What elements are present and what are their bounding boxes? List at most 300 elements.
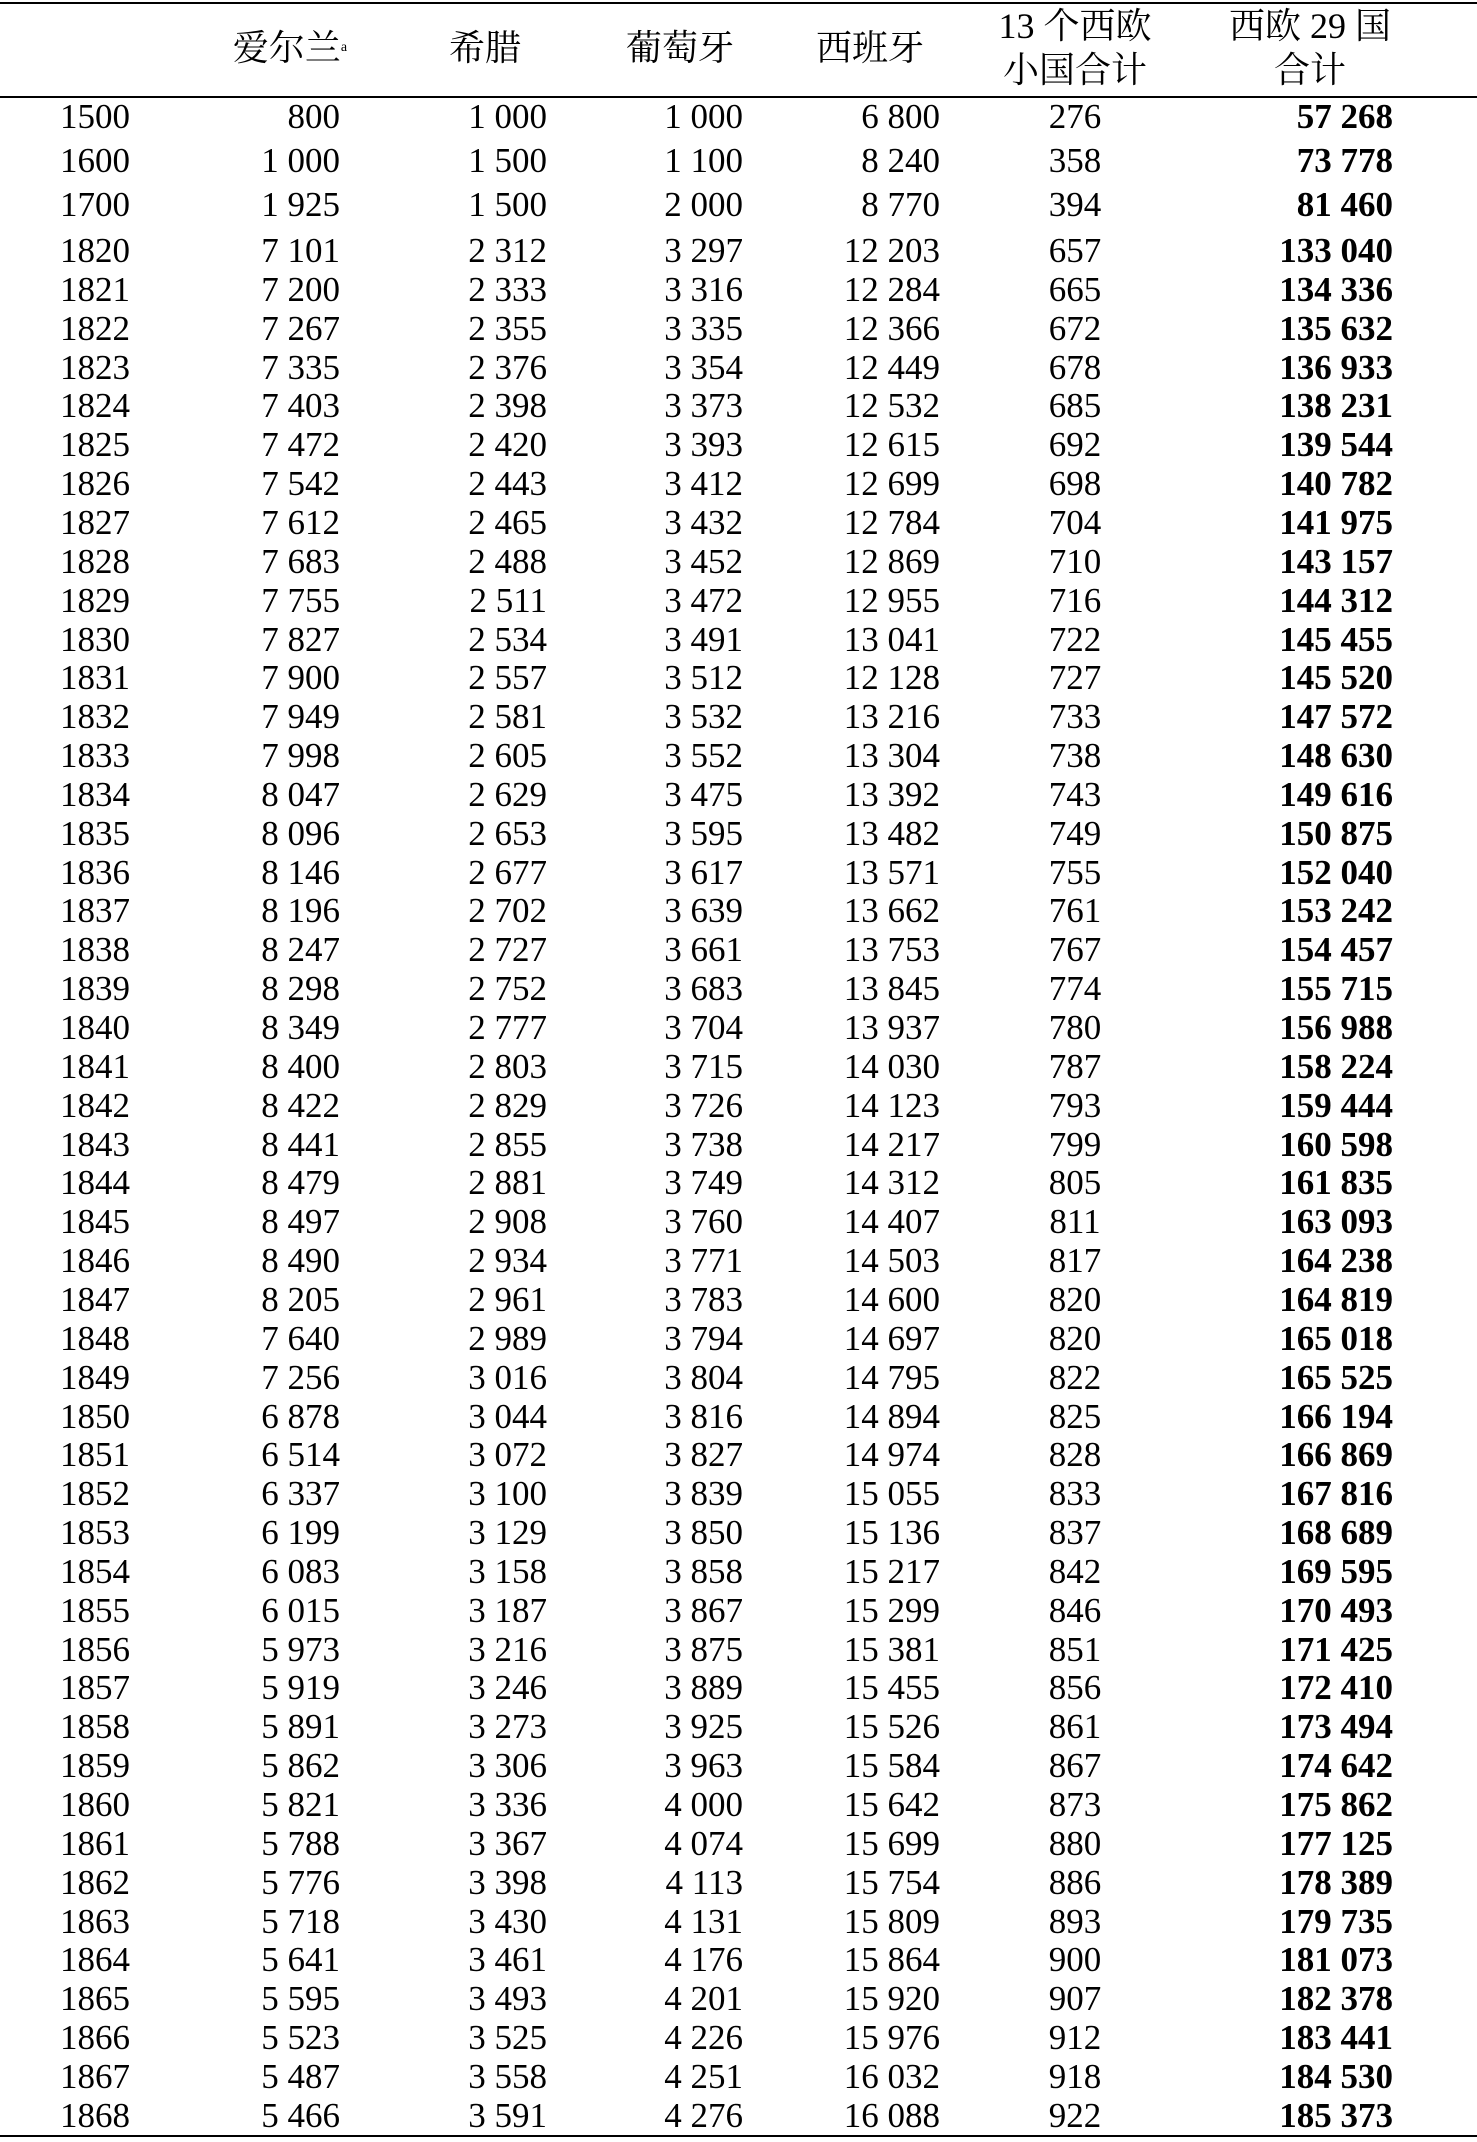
portugal-cell: 3 760 (664, 1202, 743, 1242)
portugal-cell: 3 683 (664, 969, 743, 1009)
year-cell: 1851 (60, 1435, 130, 1475)
total29-cell: 174 642 (1279, 1746, 1393, 1786)
ireland-cell: 8 479 (261, 1163, 340, 1203)
table-row (0, 931, 1477, 969)
total29-cell: 170 493 (1279, 1590, 1393, 1630)
total29-cell: 135 632 (1279, 308, 1393, 348)
ireland-cell: 5 487 (261, 2056, 340, 2096)
greece-cell: 3 016 (468, 1357, 547, 1397)
portugal-cell: 3 452 (664, 541, 743, 581)
year-cell: 1862 (60, 1862, 130, 1902)
small13-cell: 912 (1048, 2018, 1102, 2058)
ireland-cell: 8 247 (261, 930, 340, 970)
year-cell: 1856 (60, 1629, 130, 1669)
greece-cell: 3 367 (468, 1823, 547, 1863)
portugal-cell: 3 412 (664, 464, 743, 504)
total29-cell: 173 494 (1279, 1707, 1393, 1747)
table-row (0, 1436, 1477, 1474)
spain-cell: 13 845 (843, 969, 940, 1009)
small13-cell: 867 (1048, 1746, 1102, 1786)
year-cell: 1846 (60, 1241, 130, 1281)
greece-cell: 2 934 (468, 1241, 547, 1281)
small13-cell: 657 (1048, 231, 1102, 270)
header-29-total-line2: 合计 (1273, 50, 1346, 90)
header-greece-label: 希腊 (448, 28, 521, 68)
portugal-cell: 2 000 (664, 185, 743, 224)
portugal-cell: 3 552 (664, 736, 743, 776)
portugal-cell: 3 335 (664, 308, 743, 348)
table-row (0, 1048, 1477, 1086)
spain-cell: 12 869 (843, 541, 940, 581)
spain-cell: 13 216 (843, 697, 940, 737)
greece-cell: 2 534 (468, 619, 547, 659)
total29-cell: 160 598 (1279, 1124, 1393, 1164)
ireland-cell: 8 047 (261, 774, 340, 814)
year-cell: 1857 (60, 1668, 130, 1708)
portugal-cell: 3 595 (664, 813, 743, 853)
small13-cell: 743 (1048, 774, 1102, 814)
greece-cell: 2 829 (468, 1085, 547, 1125)
table-row (0, 349, 1477, 387)
small13-cell: 880 (1048, 1823, 1102, 1863)
greece-cell: 3 100 (468, 1474, 547, 1514)
year-cell: 1866 (60, 2018, 130, 2058)
greece-cell: 3 306 (468, 1746, 547, 1786)
portugal-cell: 3 804 (664, 1357, 743, 1397)
year-cell: 1834 (60, 774, 130, 814)
ireland-cell: 7 472 (261, 425, 340, 465)
year-cell: 1828 (60, 541, 130, 581)
greece-cell: 2 557 (468, 658, 547, 698)
ireland-cell: 8 196 (261, 891, 340, 931)
total29-cell: 148 630 (1279, 736, 1393, 776)
portugal-cell: 3 726 (664, 1085, 743, 1125)
portugal-cell: 1 000 (664, 97, 743, 136)
greece-cell: 3 129 (468, 1513, 547, 1553)
spain-cell: 13 937 (843, 1008, 940, 1047)
table-row (0, 98, 1477, 136)
table-row (0, 815, 1477, 853)
greece-cell: 2 605 (468, 736, 547, 776)
ireland-cell: 7 403 (261, 386, 340, 426)
portugal-cell: 3 661 (664, 930, 743, 970)
portugal-cell: 3 816 (664, 1396, 743, 1436)
table-row (0, 1126, 1477, 1164)
portugal-cell: 3 475 (664, 774, 743, 814)
spain-cell: 13 662 (843, 891, 940, 931)
spain-cell: 13 571 (843, 852, 940, 892)
year-cell: 1841 (60, 1046, 130, 1086)
greece-cell: 2 777 (468, 1008, 547, 1047)
greece-cell: 2 465 (468, 502, 547, 542)
portugal-cell: 4 226 (664, 2018, 743, 2058)
spain-cell: 14 407 (843, 1202, 940, 1242)
ireland-cell: 5 919 (261, 1668, 340, 1708)
ireland-cell: 8 205 (261, 1279, 340, 1319)
ireland-cell: 8 490 (261, 1241, 340, 1281)
total29-cell: 138 231 (1279, 386, 1393, 426)
ireland-cell: 5 718 (261, 1901, 340, 1941)
spain-cell: 15 299 (843, 1590, 940, 1630)
table-row (0, 186, 1477, 224)
total29-cell: 169 595 (1279, 1551, 1393, 1591)
ireland-cell: 5 595 (261, 1979, 340, 2019)
greece-cell: 3 525 (468, 2018, 547, 2058)
table-row (0, 737, 1477, 775)
small13-cell: 846 (1048, 1590, 1102, 1630)
small13-cell: 793 (1048, 1085, 1102, 1125)
ireland-cell: 6 199 (261, 1513, 340, 1553)
ireland-cell: 5 821 (261, 1785, 340, 1824)
table-row (0, 2019, 1477, 2057)
small13-cell: 665 (1048, 269, 1102, 309)
spain-cell: 14 503 (843, 1241, 940, 1281)
portugal-cell: 3 617 (664, 852, 743, 892)
year-cell: 1858 (60, 1707, 130, 1747)
greece-cell: 2 488 (468, 541, 547, 581)
table-row (0, 1747, 1477, 1785)
small13-cell: 825 (1048, 1396, 1102, 1436)
ireland-cell: 8 497 (261, 1202, 340, 1242)
total29-cell: 154 457 (1279, 930, 1393, 970)
year-cell: 1868 (60, 2095, 130, 2135)
total29-cell: 153 242 (1279, 891, 1393, 931)
total29-cell: 181 073 (1279, 1940, 1393, 1980)
portugal-cell: 4 000 (664, 1785, 743, 1824)
ireland-cell: 7 827 (261, 619, 340, 659)
year-cell: 1867 (60, 2056, 130, 2096)
greece-cell: 3 591 (468, 2095, 547, 2135)
greece-cell: 3 461 (468, 1940, 547, 1980)
portugal-cell: 3 850 (664, 1513, 743, 1553)
table-row (0, 659, 1477, 697)
small13-cell: 761 (1048, 891, 1102, 931)
ireland-cell: 7 900 (261, 658, 340, 698)
total29-cell: 141 975 (1279, 502, 1393, 542)
ireland-cell: 5 891 (261, 1707, 340, 1747)
greece-cell: 2 312 (468, 231, 547, 270)
total29-cell: 144 312 (1279, 580, 1393, 620)
total29-cell: 57 268 (1296, 97, 1393, 136)
total29-cell: 165 018 (1279, 1318, 1393, 1358)
table-row (0, 1514, 1477, 1552)
table-row (0, 142, 1477, 180)
header-ireland-footnote-marker: a (340, 40, 348, 55)
table-row (0, 1009, 1477, 1047)
greece-cell: 3 558 (468, 2056, 547, 2096)
greece-cell: 3 072 (468, 1435, 547, 1475)
spain-cell: 8 770 (861, 185, 940, 224)
total29-cell: 175 862 (1279, 1785, 1393, 1824)
small13-cell: 704 (1048, 502, 1102, 542)
small13-cell: 727 (1048, 658, 1102, 698)
portugal-cell: 3 925 (664, 1707, 743, 1747)
total29-cell: 81 460 (1296, 185, 1393, 224)
year-cell: 1500 (60, 97, 130, 136)
year-cell: 1855 (60, 1590, 130, 1630)
table-row (0, 698, 1477, 736)
greece-cell: 2 881 (468, 1163, 547, 1203)
total29-cell: 143 157 (1279, 541, 1393, 581)
small13-cell: 799 (1048, 1124, 1102, 1164)
year-cell: 1859 (60, 1746, 130, 1786)
year-cell: 1863 (60, 1901, 130, 1941)
total29-cell: 152 040 (1279, 852, 1393, 892)
table-row (0, 1708, 1477, 1746)
table-row (0, 1164, 1477, 1202)
portugal-cell: 3 771 (664, 1241, 743, 1281)
header-ireland (200, 0, 380, 96)
table-row (0, 854, 1477, 892)
small13-cell: 716 (1048, 580, 1102, 620)
small13-cell: 886 (1048, 1862, 1102, 1902)
total29-cell: 73 778 (1296, 141, 1393, 180)
portugal-cell: 3 432 (664, 502, 743, 542)
spain-cell: 13 392 (843, 774, 940, 814)
spain-cell: 15 699 (843, 1823, 940, 1863)
ireland-cell: 6 015 (261, 1590, 340, 1630)
ireland-cell: 6 878 (261, 1396, 340, 1436)
greece-cell: 3 187 (468, 1590, 547, 1630)
greece-cell: 2 581 (468, 697, 547, 737)
ireland-cell: 1 000 (261, 141, 340, 180)
ireland-cell: 8 441 (261, 1124, 340, 1164)
total29-cell: 134 336 (1279, 269, 1393, 309)
small13-cell: 780 (1048, 1008, 1102, 1047)
ireland-cell: 8 400 (261, 1046, 340, 1086)
year-cell: 1842 (60, 1085, 130, 1125)
greece-cell: 3 493 (468, 1979, 547, 2019)
year-cell: 1850 (60, 1396, 130, 1436)
table-row (0, 970, 1477, 1008)
small13-cell: 672 (1048, 308, 1102, 348)
year-cell: 1600 (60, 141, 130, 180)
ireland-cell: 7 612 (261, 502, 340, 542)
portugal-cell: 3 827 (664, 1435, 743, 1475)
header-13-small-countries (975, 0, 1175, 96)
portugal-cell: 3 316 (664, 269, 743, 309)
spain-cell: 12 955 (843, 580, 940, 620)
year-cell: 1826 (60, 464, 130, 504)
ireland-cell: 8 096 (261, 813, 340, 853)
portugal-cell: 3 749 (664, 1163, 743, 1203)
greece-cell: 2 398 (468, 386, 547, 426)
ireland-cell: 7 683 (261, 541, 340, 581)
year-cell: 1848 (60, 1318, 130, 1358)
greece-cell: 2 653 (468, 813, 547, 853)
ireland-cell: 800 (287, 97, 340, 136)
ireland-cell: 7 200 (261, 269, 340, 309)
year-cell: 1838 (60, 930, 130, 970)
year-cell: 1864 (60, 1940, 130, 1980)
ireland-cell: 6 337 (261, 1474, 340, 1514)
ireland-cell: 7 256 (261, 1357, 340, 1397)
table-row (0, 504, 1477, 542)
total29-cell: 147 572 (1279, 697, 1393, 737)
total29-cell: 179 735 (1279, 1901, 1393, 1941)
table-row (0, 1475, 1477, 1513)
table-row (0, 1242, 1477, 1280)
year-cell: 1835 (60, 813, 130, 853)
total29-cell: 172 410 (1279, 1668, 1393, 1708)
ireland-cell: 1 925 (261, 185, 340, 224)
spain-cell: 14 600 (843, 1279, 940, 1319)
year-cell: 1700 (60, 185, 130, 224)
year-cell: 1839 (60, 969, 130, 1009)
total29-cell: 166 869 (1279, 1435, 1393, 1475)
total29-cell: 150 875 (1279, 813, 1393, 853)
portugal-cell: 3 715 (664, 1046, 743, 1086)
ireland-cell: 5 788 (261, 1823, 340, 1863)
spain-cell: 15 864 (843, 1940, 940, 1980)
spain-cell: 15 976 (843, 2018, 940, 2058)
portugal-cell: 4 176 (664, 1940, 743, 1980)
total29-cell: 184 530 (1279, 2056, 1393, 2096)
header-portugal-label: 葡萄牙 (625, 28, 734, 68)
greece-cell: 1 000 (468, 97, 547, 136)
greece-cell: 2 677 (468, 852, 547, 892)
greece-cell: 3 216 (468, 1629, 547, 1669)
table-row (0, 2097, 1477, 2135)
year-cell: 1852 (60, 1474, 130, 1514)
total29-cell: 155 715 (1279, 969, 1393, 1009)
table-row (0, 1359, 1477, 1397)
spain-cell: 13 041 (843, 619, 940, 659)
year-cell: 1849 (60, 1357, 130, 1397)
total29-cell: 167 816 (1279, 1474, 1393, 1514)
total29-cell: 165 525 (1279, 1357, 1393, 1397)
table-row (0, 465, 1477, 503)
spain-cell: 15 055 (843, 1474, 940, 1514)
table-row (0, 1669, 1477, 1707)
portugal-cell: 3 889 (664, 1668, 743, 1708)
spain-cell: 12 366 (843, 308, 940, 348)
year-cell: 1829 (60, 580, 130, 620)
small13-cell: 822 (1048, 1357, 1102, 1397)
year-cell: 1825 (60, 425, 130, 465)
greece-cell: 3 336 (468, 1785, 547, 1824)
total29-cell: 139 544 (1279, 425, 1393, 465)
small13-cell: 276 (1048, 97, 1102, 136)
table-row (0, 543, 1477, 581)
small13-cell: 685 (1048, 386, 1102, 426)
table-row (0, 232, 1477, 270)
portugal-cell: 4 251 (664, 2056, 743, 2096)
total29-cell: 159 444 (1279, 1085, 1393, 1125)
small13-cell: 893 (1048, 1901, 1102, 1941)
total29-cell: 182 378 (1279, 1979, 1393, 2019)
portugal-cell: 4 201 (664, 1979, 743, 2019)
table-row (0, 1281, 1477, 1319)
header-spain-label: 西班牙 (815, 28, 924, 68)
total29-cell: 149 616 (1279, 774, 1393, 814)
portugal-cell: 3 297 (664, 231, 743, 270)
spain-cell: 15 584 (843, 1746, 940, 1786)
year-cell: 1837 (60, 891, 130, 931)
ireland-cell: 5 776 (261, 1862, 340, 1902)
total29-cell: 145 455 (1279, 619, 1393, 659)
small13-cell: 787 (1048, 1046, 1102, 1086)
ireland-cell: 5 862 (261, 1746, 340, 1786)
total29-cell: 136 933 (1279, 347, 1393, 387)
greece-cell: 2 752 (468, 969, 547, 1009)
portugal-cell: 3 738 (664, 1124, 743, 1164)
total29-cell: 185 373 (1279, 2095, 1393, 2135)
greece-cell: 1 500 (468, 141, 547, 180)
portugal-cell: 3 532 (664, 697, 743, 737)
header-29-countries-total (1210, 0, 1410, 96)
total29-cell: 145 520 (1279, 658, 1393, 698)
table-row (0, 310, 1477, 348)
greece-cell: 2 855 (468, 1124, 547, 1164)
year-cell: 1831 (60, 658, 130, 698)
year-cell: 1824 (60, 386, 130, 426)
year-cell: 1823 (60, 347, 130, 387)
greece-cell: 2 443 (468, 464, 547, 504)
header-spain (790, 0, 950, 96)
ireland-cell: 6 083 (261, 1551, 340, 1591)
greece-cell: 3 273 (468, 1707, 547, 1747)
small13-cell: 692 (1048, 425, 1102, 465)
header-13-small-line2: 小国合计 (1002, 50, 1147, 90)
total29-cell: 183 441 (1279, 2018, 1393, 2058)
ireland-cell: 7 267 (261, 308, 340, 348)
table-row (0, 1980, 1477, 2018)
greece-cell: 2 355 (468, 308, 547, 348)
table-row (0, 1592, 1477, 1630)
year-cell: 1832 (60, 697, 130, 737)
year-cell: 1821 (60, 269, 130, 309)
table-row (0, 1825, 1477, 1863)
total29-cell: 133 040 (1279, 231, 1393, 270)
greece-cell: 2 961 (468, 1279, 547, 1319)
spain-cell: 15 217 (843, 1551, 940, 1591)
greece-cell: 2 702 (468, 891, 547, 931)
small13-cell: 722 (1048, 619, 1102, 659)
year-cell: 1854 (60, 1551, 130, 1591)
year-cell: 1820 (60, 231, 130, 270)
spain-cell: 12 615 (843, 425, 940, 465)
small13-cell: 873 (1048, 1785, 1102, 1824)
small13-cell: 774 (1048, 969, 1102, 1009)
small13-cell: 922 (1048, 2095, 1102, 2135)
greece-cell: 3 398 (468, 1862, 547, 1902)
greece-cell: 3 246 (468, 1668, 547, 1708)
total29-cell: 161 835 (1279, 1163, 1393, 1203)
spain-cell: 15 381 (843, 1629, 940, 1669)
total29-cell: 140 782 (1279, 464, 1393, 504)
small13-cell: 698 (1048, 464, 1102, 504)
portugal-cell: 3 783 (664, 1279, 743, 1319)
spain-cell: 15 754 (843, 1862, 940, 1902)
year-cell: 1844 (60, 1163, 130, 1203)
ireland-cell: 6 514 (261, 1435, 340, 1475)
total29-cell: 158 224 (1279, 1046, 1393, 1086)
portugal-cell: 3 639 (664, 891, 743, 931)
table-row (0, 1941, 1477, 1979)
small13-cell: 755 (1048, 852, 1102, 892)
header-29-total-line1: 西欧 29 国 (1228, 6, 1391, 46)
table-row (0, 1903, 1477, 1941)
year-cell: 1861 (60, 1823, 130, 1863)
portugal-cell: 3 373 (664, 386, 743, 426)
year-cell: 1845 (60, 1202, 130, 1242)
small13-cell: 817 (1048, 1241, 1102, 1281)
year-cell: 1830 (60, 619, 130, 659)
small13-cell: 738 (1048, 736, 1102, 776)
spain-cell: 15 136 (843, 1513, 940, 1553)
portugal-cell: 3 867 (664, 1590, 743, 1630)
